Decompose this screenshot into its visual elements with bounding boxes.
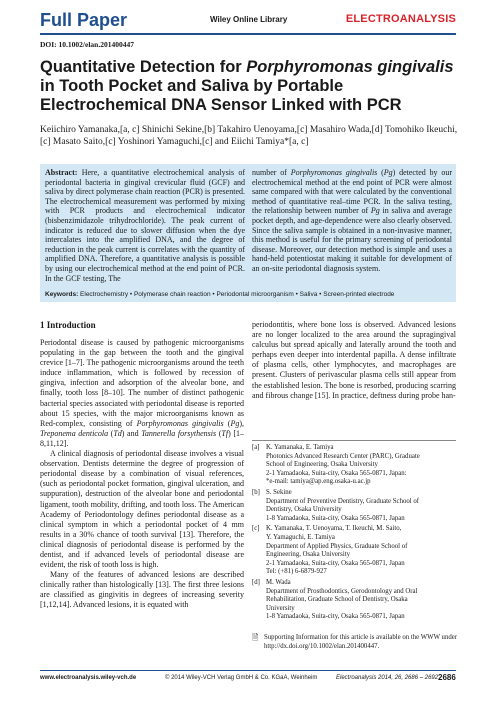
paragraph: A clinical diagnosis of periodontal disease involves a visual observation. Dentists determine the degree of progression of periodontal disease by a combination of visual references, (such as periodontal pocket formation, gingival ulceration, and suppuration), destruction of the alveolar bone and periodontal ligament, tooth mobility, drifting, and tooth loss. The American Academy of Periodontology defines periodontal disease as a clinical symptom in which a periodontal pocket of 4 mm results in a 30% chance of tooth survival [13]. Therefore, the clinical diagnosis of periodontal disease is performed by the dentist, and if advanced levels of periodontal disease are evident, the risk of tooth loss is high.: [40, 449, 244, 570]
species-name: Porphyromonas gingivalis: [290, 168, 378, 177]
header-rule: [40, 33, 456, 35]
species-abbrev: Tf: [221, 428, 229, 438]
journal-name: ELECTROANALYSIS: [345, 13, 456, 25]
paragraph: Periodontal disease is caused by pathogenic microorganisms populating in the gap between the tooth and the gingival crevice [1–7]. The pathogenic microorganisms around the teeth induce inflammation, which is followed by recession of gingiva, infection and adsorption of the alveolar bone, and finally, tooth loss [8–10]. The number of distinct pathogenic bacterial species associated with periodontal disease is reported about 15 species, with the major microorganisms known as Red-complex, consisting of Porphyromonas gingivalis (Pg), Treponema denticola (Td) and Tannerella forsythensis (Tf) [1–8,11,12].: [40, 338, 245, 448]
footer-copyright: © 2014 Wiley-VCH Verlag GmbH & Co. KGaA, Weinheim: [165, 675, 318, 681]
affiliation-item: [252, 489, 460, 523]
abstract-text: number of: [252, 168, 291, 177]
affiliation-line: Y. Yamaguchi, E. Tamiya: [266, 533, 335, 541]
footer-site: www.electroanalysis.wiley-vch.de: [40, 675, 137, 681]
affiliation-line: Engineering, Osaka University: [266, 551, 350, 559]
abstract-text: ) detected by our electrochemical method at the end point of PCR were almost same compared with that were calculated by the conventional method of quantitative real–time PCR. In the saliva testing, the relationship between number of: [252, 168, 453, 216]
title-species: Porphyromonas gingivalis: [246, 58, 454, 76]
affiliation-line: 1-8 Yamadaoka, Suita-city, Osaka 565-0871, Japan: [266, 613, 405, 621]
affiliation-line: 2-1 Yamadaoka, Suita-city, Osaka 565-0871, Japan: [266, 559, 405, 567]
supporting-info-note: [252, 634, 460, 651]
abstract-text: (: [377, 168, 384, 177]
body-right-column: [252, 320, 456, 401]
paragraph-text: Periodontal disease is caused by pathogenic microorganisms populating in the gap between the tooth and the gingival crevice [1–7]. The pathogenic microorganisms around the teeth induce inflammation, which is followed by recession of gingiva, infection and adsorption of the alveolar bone, and finally, tooth loss [8–10]. The number of distinct pathogenic bacterial species associated with periodontal disease is reported about 15 species, with the major microorganisms known as Red-complex, consisting of: [40, 338, 244, 428]
affiliation-line: Rehabilitation, Graduate School of Dentistry, Osaka: [266, 596, 408, 604]
document-icon: 🗎: [252, 633, 259, 642]
affiliation-tag: [a]: [252, 444, 260, 451]
affiliation-line: 1-8 Yamadaoka, Suita-city, Osaka 565-0871, Japan: [266, 514, 405, 522]
affiliation-tag: [b]: [252, 488, 260, 496]
affiliation-tag: [c]: [252, 525, 260, 533]
affiliation-rule: [252, 440, 456, 441]
paper-title: [40, 58, 460, 115]
paragraph: Many of the features of advanced lesions are described clinically rather than histologically [13]. The first three lesions are classified as gingivitis in degrees of increasing severity [1,12,14]. Advanced lesions, it is equated with: [40, 570, 244, 610]
species-abbrev: Td: [113, 428, 122, 438]
affiliation-line: Department of Prosthodontics, Gerodontology and Oral: [266, 587, 418, 595]
abstract-right-column: [252, 168, 452, 274]
abstract-text: Here, a quantitative electrochemical analysis of periodontal bacteria in gingival crevicular fluid (GCF) and saliva by direct polymerase chain reaction (PCR) is presented. The electrochemical measurement was performed by mixing with PCR products and electrochemical indicator (bisbenzimidazole trihydrochloride). The peak current of indicator is reduced due to slower diffusion when the dye intercalates into the amplified DNA, and the degree of reduction in the peak current is correlates with the quantity of amplified DNA. Therefore, a quantitative analysis is possible by using our electrochemical method at the end point of PCR. In the GCF testing, The: [45, 168, 245, 283]
footer-rule: [40, 670, 456, 671]
species-name: Tannerella forsythensis: [141, 428, 217, 438]
species-abbrev: Pg: [370, 206, 380, 216]
species-abbrev: Pg: [230, 418, 240, 428]
abstract-label: Abstract:: [45, 168, 78, 177]
publisher-label: Wiley Online Library: [210, 15, 288, 24]
affiliation-line: School of Engineering, Osaka University: [266, 461, 378, 469]
page-number: 2686: [438, 673, 456, 682]
footer-citation: Electroanalysis 2014, 26, 2686 – 2692: [336, 675, 439, 681]
author-list: Keiichiro Yamanaka,[a, c] Shinichi Sekine,[b] Takahiro Uenoyama,[c] Masahiro Wada,[d] Tomohiko Ikeuchi,[c] Masato Saito,[c] Yoshinori Yamaguchi,[c] and Eiichi Tamiya*[a, c]: [40, 125, 458, 147]
affiliation-line: Tel: (+81) 6-6879-927: [266, 568, 327, 576]
affiliation-line: S. Sekine: [266, 488, 292, 496]
affiliation-line: 2-1 Yamadaoka, Suita-city, Osaka 565-0871, Japan:: [266, 469, 407, 477]
affiliation-line: K. Yamanaka, E. Tamiya: [266, 444, 334, 451]
affiliation-body: [266, 525, 407, 577]
affiliation-body: [266, 579, 417, 622]
species-abbrev: Pg: [383, 168, 393, 177]
abstract-text: in saliva and average pocket depth, and age-dependence were also clearly observed. Since the saliva sample is obtained in a non-invasive manner, this method is useful for the primary screening of periodontal disease. Moreover, our detection method is simple and uses a hand-held potentiostat making it suitable for development of an on-site periodontal diagnosis system.: [252, 206, 453, 273]
affiliation-line: *e-mail: tamiya@ap.eng.osaka-u.ac.jp: [266, 478, 371, 486]
keywords-label: Keywords:: [45, 291, 79, 298]
affiliation-item: [252, 525, 460, 577]
affiliation-body: [266, 489, 419, 523]
doi: DOI: 10.1002/elan.201400447: [40, 40, 134, 49]
species-name: Porphyromonas gingivalis: [136, 418, 224, 428]
affiliation-line: Department of Applied Physics, Graduate School of: [266, 542, 408, 550]
keywords-text: Electrochemistry • Polymerase chain reaction • Periodontal microorganism • Saliva • Screen-printed electrode: [78, 291, 395, 298]
affiliation-body: [266, 444, 420, 487]
affiliation-list: [252, 444, 460, 624]
affiliation-item: [252, 579, 460, 622]
supporting-info-text: Supporting Information for this article is available on the WWW under http://dx.doi.org/10.1002/elan.201400447.: [264, 634, 458, 650]
keywords: [45, 291, 455, 298]
title-part: in Tooth Pocket and Saliva by Portable Electrochemical DNA Sensor Linked with PCR: [40, 77, 402, 114]
paragraph: periodontitis, where bone loss is observed. Advanced lesions are no longer localized to the area around the supragingival calculus but spread apically and laterally around the tooth and perhaps even deeper into interdental papilla. A dense infiltrate of plasma cells, other lymphocytes, and macrophages are present. Clusters of perivascular plasma cells still appear from the established lesion. The bone is resorbed, producing scarring and fibrous change [15]. In practice, deftness during probe han-: [252, 320, 456, 400]
abstract-left-column: [45, 168, 245, 283]
article-type-label: Full Paper: [40, 10, 128, 30]
affiliation-line: Photonics Advanced Research Center (PARC), Graduate: [266, 452, 420, 460]
species-name: Treponema denticola: [40, 428, 109, 438]
affiliation-tag: [d]: [252, 578, 260, 586]
affiliation-item: [252, 444, 460, 487]
section-heading: 1 Introduction: [40, 320, 96, 330]
affiliation-line: M. Wada: [266, 578, 291, 586]
affiliation-line: Department of Preventive Dentistry, Graduate School of: [266, 497, 420, 505]
title-part: Quantitative Detection for: [40, 58, 247, 76]
affiliation-line: Dentistry, Osaka University: [266, 506, 342, 514]
affiliation-line: University: [266, 604, 295, 612]
body-left-column: [40, 338, 244, 611]
reference-citation: [1–8,11,12].: [40, 428, 244, 448]
affiliation-line: K. Yamanaka, T. Uenoyama, T. Ikeuchi, M. Saito,: [266, 525, 402, 533]
